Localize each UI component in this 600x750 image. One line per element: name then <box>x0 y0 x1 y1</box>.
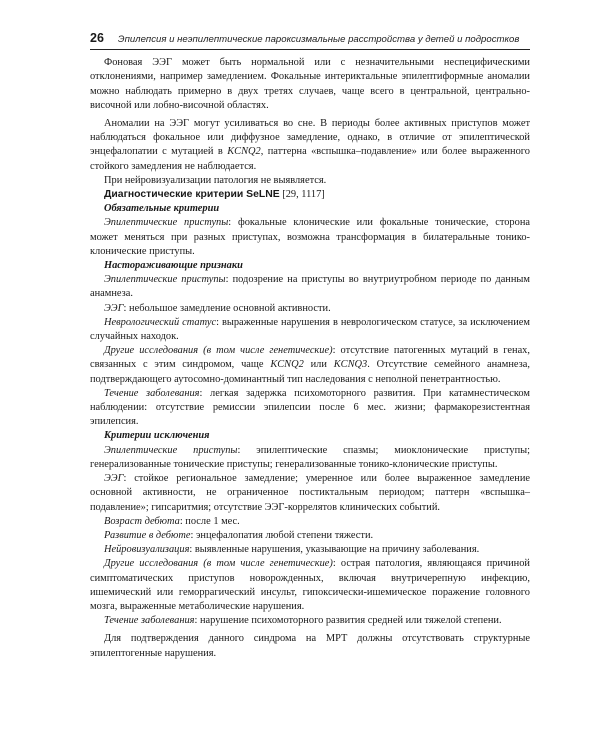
page-number: 26 <box>90 31 104 45</box>
criterion-alert-course: Течение заболевания: легкая задержка психомоторного развития. При катамнестическом наблюдении: отсутствие ремиссии эпилепсии после 6 мес. жизни; фармакорезистентная эпилепсия. <box>90 387 530 428</box>
criterion-excl-onset-development: Развитие в дебюте: энцефалопатия любой степени тяжести. <box>104 529 374 541</box>
criterion-alert-eeg: ЭЭГ: небольшое замедление основной активности. <box>104 302 331 314</box>
heading-mandatory-criteria: Обязательные критерии <box>104 203 220 215</box>
paragraph-background-eeg: Фоновая ЭЭГ может быть нормальной или с незначительными неспецифическими отклонениями, например замедлением. Фокальные интериктальные эпилептиформные аномалии можно наблюдать примерно в двух третях случаев, чаще всего в центральной, центрально-височной или лобно-височной областях. <box>90 57 530 111</box>
criterion-alert-neuro-status: Неврологический статус: выраженные нарушения в неврологическом статусе, за исключением случайных находок. <box>90 316 530 343</box>
criterion-excl-seizures: Эпилептические приступы: эпилептические спазмы; миоклонические приступы; генерализованные тонические приступы; генерализованные тонико-клонические приступы. <box>90 444 530 470</box>
criterion-excl-course: Течение заболевания: нарушение психомоторного развития средней или тяжелой степени. <box>104 615 502 627</box>
heading-alerting-signs: Настораживающие признаки <box>104 260 243 272</box>
criterion-excl-neuroimaging: Нейровизуализация: выявленные нарушения, указывающие на причину заболевания. <box>104 544 480 556</box>
gene-name: KCNQ2 <box>227 146 261 158</box>
paragraph-neuroimaging: При нейровизуализации патология не выявляется. <box>104 174 327 186</box>
running-title: Эпилепсия и неэпилептические пароксизмальные расстройства у детей и подростков <box>117 34 520 45</box>
paragraph-eeg-sleep: Аномалии на ЭЭГ могут усиливаться во сне. В периоды более активных приступов может наблюдаться фокальное или диффузное замедление, однако, в отличие от эпилептической энцефалопатии с мутацией в KCNQ2, паттерна «вспышка–подавление» или более выраженного стойкого замедления не наблюдается. <box>90 118 530 172</box>
page-header <box>90 31 530 50</box>
paragraph-mri-confirmation: Для подтверждения данного синдрома на МРТ должны отсутствовать структурные эпилептогенные нарушения. <box>90 633 530 659</box>
criterion-alert-seizures: Эпилептические приступы: подозрение на приступы во внутриутробном периоде по данным анамнеза. <box>90 274 530 300</box>
section-title-diagnostic-criteria: Диагностические критерии SeLNE [29, 1117] <box>104 189 325 201</box>
criterion-mandatory-seizures: Эпилептические приступы: фокальные клонические или фокальные тонические, сторона может меняться при разных приступах, возможна трансформация в билатеральные тонико-клонические приступы. <box>90 217 530 257</box>
criterion-excl-onset-age: Возраст дебюта: после 1 мес. <box>104 515 240 527</box>
criterion-alert-studies: Другие исследования (в том числе генетические): отсутствие патогенных мутаций в генах, связанных с этим синдромом, чаще KCNQ2 или KCNQ3. Отсутствие семейного анамнеза, подтверждающего аутосомно-доминантный тип наследования с неполной пенетрантностью. <box>90 345 530 385</box>
criterion-excl-studies: Другие исследования (в том числе генетические): острая патология, являющаяся причиной симптоматических приступов новорожденных, включая внутричерепную инфекцию, ишемический или геморрагический инсульт, гипоксически-ишемическое поражение головного мозга, выраженные метаболические нарушения. <box>90 558 530 612</box>
heading-exclusion-criteria: Критерии исключения <box>104 430 210 442</box>
criterion-excl-eeg: ЭЭГ: стойкое региональное замедление; умеренное или более выраженное замедление основной активности, не ограниченное постиктальным периодом; паттерн «вспышка–подавление»; гипсаритмия; отсутствие ЭЭГ-коррелятов клинических событий. <box>90 473 530 513</box>
document-page <box>90 31 530 661</box>
